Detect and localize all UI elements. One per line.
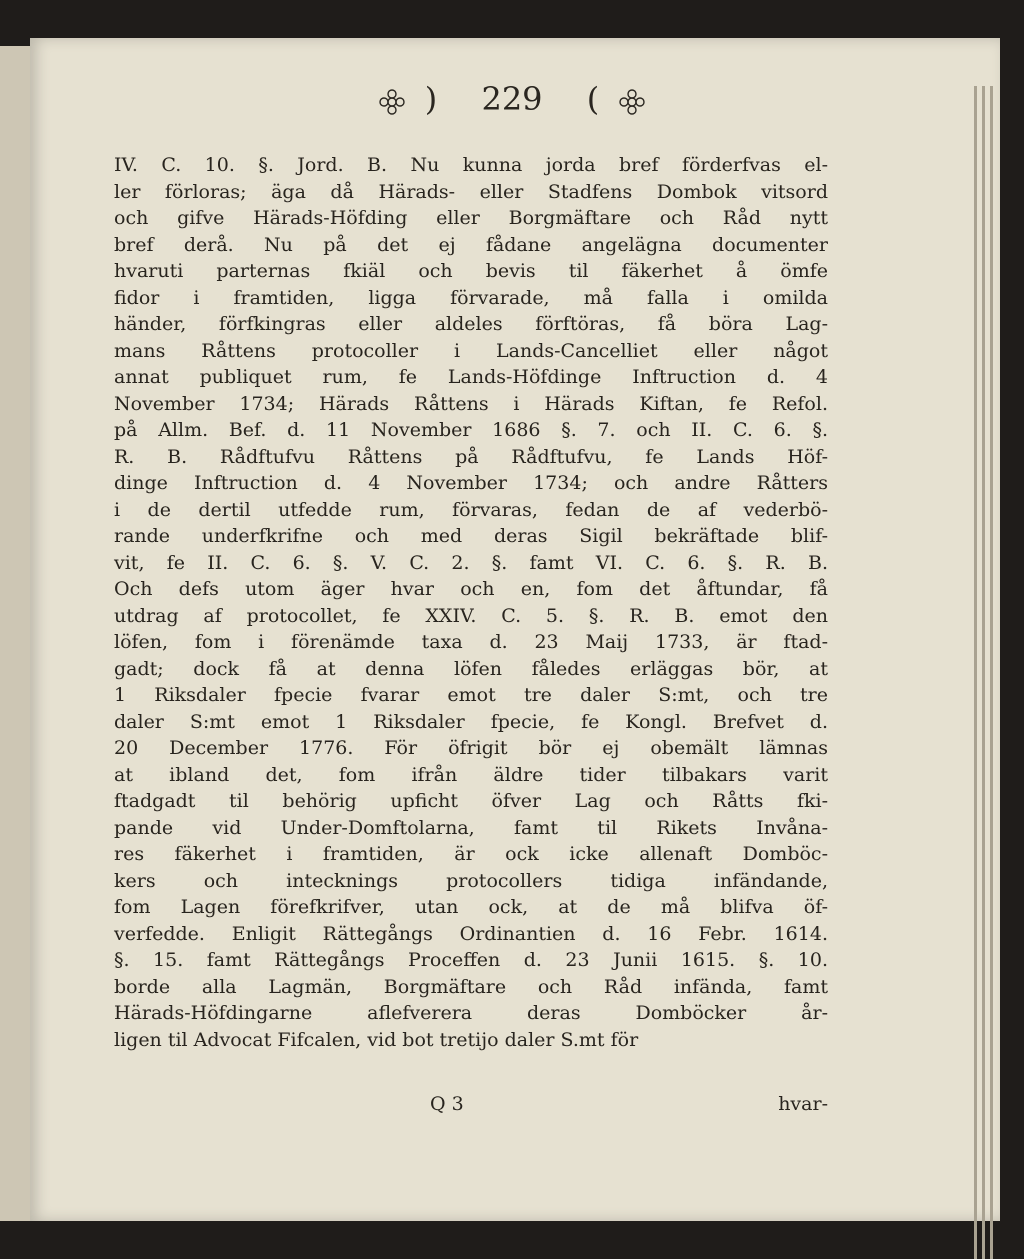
text-line: i de dertil utfedde rum, förvaras, fedan de af vederbö- xyxy=(114,498,828,521)
text-line: mans Råttens protocoller i Lands-Cancelliet eller något xyxy=(114,339,828,362)
text-line: fidor i framtiden, ligga förvarade, må falla i omilda xyxy=(114,286,828,309)
body-text xyxy=(114,152,828,1053)
text-line: §. 15. famt Rättegångs Proceffen d. 23 Junii 1615. §. 10. xyxy=(114,949,828,971)
text-line: R. B. Rådftufvu Råttens på Rådftufvu, fe Lands Höf- xyxy=(114,445,828,468)
text-line: annat publiquet rum, fe Lands-Höfdinge Inftruction d. 4 xyxy=(114,366,828,388)
text-line: händer, förfkingras eller aldeles förftöras, få böra Lag- xyxy=(114,313,828,335)
text-line: res fäkerhet i framtiden, är ock icke allenaft Domböc- xyxy=(114,843,828,865)
text-line: at ibland det, fom ifrån äldre tider tilbakars varit xyxy=(114,763,828,786)
catchword: hvar- xyxy=(778,1093,828,1115)
page-edge-line xyxy=(982,86,985,1259)
text-line: ligen til Advocat Fifcalen, vid bot tretijo daler S.mt för xyxy=(114,1028,639,1051)
text-line: 20 December 1776. För öfrigit bör ej obemält lämnas xyxy=(114,737,828,759)
text-line: vit, fe II. C. 6. §. V. C. 2. §. famt VI. C. 6. §. R. B. xyxy=(114,551,828,574)
facing-page-edge xyxy=(0,46,32,1221)
header-bracket-left: ) xyxy=(424,80,438,118)
signature-mark: Q 3 xyxy=(430,1093,464,1115)
text-line: ler förloras; äga då Härads- eller Stadfens Dombok vitsord xyxy=(114,180,828,203)
text-line: ftadgadt til behörig upficht öfver Lag och Råtts fki- xyxy=(114,790,828,812)
floral-ornament-icon xyxy=(379,89,405,115)
text-line: gadt; dock få at denna löfen fåledes erläggas bör, at xyxy=(114,657,828,680)
text-line: daler S:mt emot 1 Riksdaler fpecie, fe Kongl. Brefvet d. xyxy=(114,710,828,733)
text-line: kers och intecknings protocollers tidiga infändande, xyxy=(114,869,828,892)
text-line: November 1734; Härads Råttens i Härads Kiftan, fe Refol. xyxy=(114,392,828,415)
header-bracket-right: ( xyxy=(586,80,600,118)
page-header xyxy=(0,80,1024,140)
text-line: pande vid Under-Domftolarna, famt til Rikets Invåna- xyxy=(114,816,828,839)
page-number: 229 xyxy=(481,80,543,118)
text-line: och gifve Härads-Höfding eller Borgmäftare och Råd nytt xyxy=(114,207,828,229)
text-line: Och defs utom äger hvar och en, fom det åftundar, få xyxy=(114,578,828,600)
text-line: dinge Inftruction d. 4 November 1734; och andre Råtters xyxy=(114,472,828,494)
text-line: Härads-Höfdingarne aflefverera deras Domböcker år- xyxy=(114,1002,828,1024)
text-line: löfen, fom i förenämde taxa d. 23 Maij 1733, är ftad- xyxy=(114,631,828,653)
text-line: fom Lagen förefkrifver, utan ock, at de må blifva öf- xyxy=(114,896,828,918)
text-line: utdrag af protocollet, fe XXIV. C. 5. §. R. B. emot den xyxy=(114,604,828,627)
text-line: rande underfkrifne och med deras Sigil bekräftade blif- xyxy=(114,525,828,547)
text-line: verfedde. Enligit Rättegångs Ordinantien d. 16 Febr. 1614. xyxy=(114,922,828,945)
text-line: på Allm. Bef. d. 11 November 1686 §. 7. och II. C. 6. §. xyxy=(114,419,828,441)
text-line: 1 Riksdaler fpecie fvarar emot tre daler S:mt, och tre xyxy=(114,684,828,706)
text-line: IV. C. 10. §. Jord. B. Nu kunna jorda bref förderfvas el- xyxy=(114,154,828,176)
floral-ornament-icon xyxy=(619,89,645,115)
text-line: bref derå. Nu på det ej fådane angelägna documenter xyxy=(114,233,828,256)
page-edge-line xyxy=(974,86,977,1259)
text-line: hvaruti parternas fkiäl och bevis til fäkerhet å ömfe xyxy=(114,260,828,282)
text-line: borde alla Lagmän, Borgmäftare och Råd infända, famt xyxy=(114,975,828,998)
page-edge-line xyxy=(990,86,993,1259)
